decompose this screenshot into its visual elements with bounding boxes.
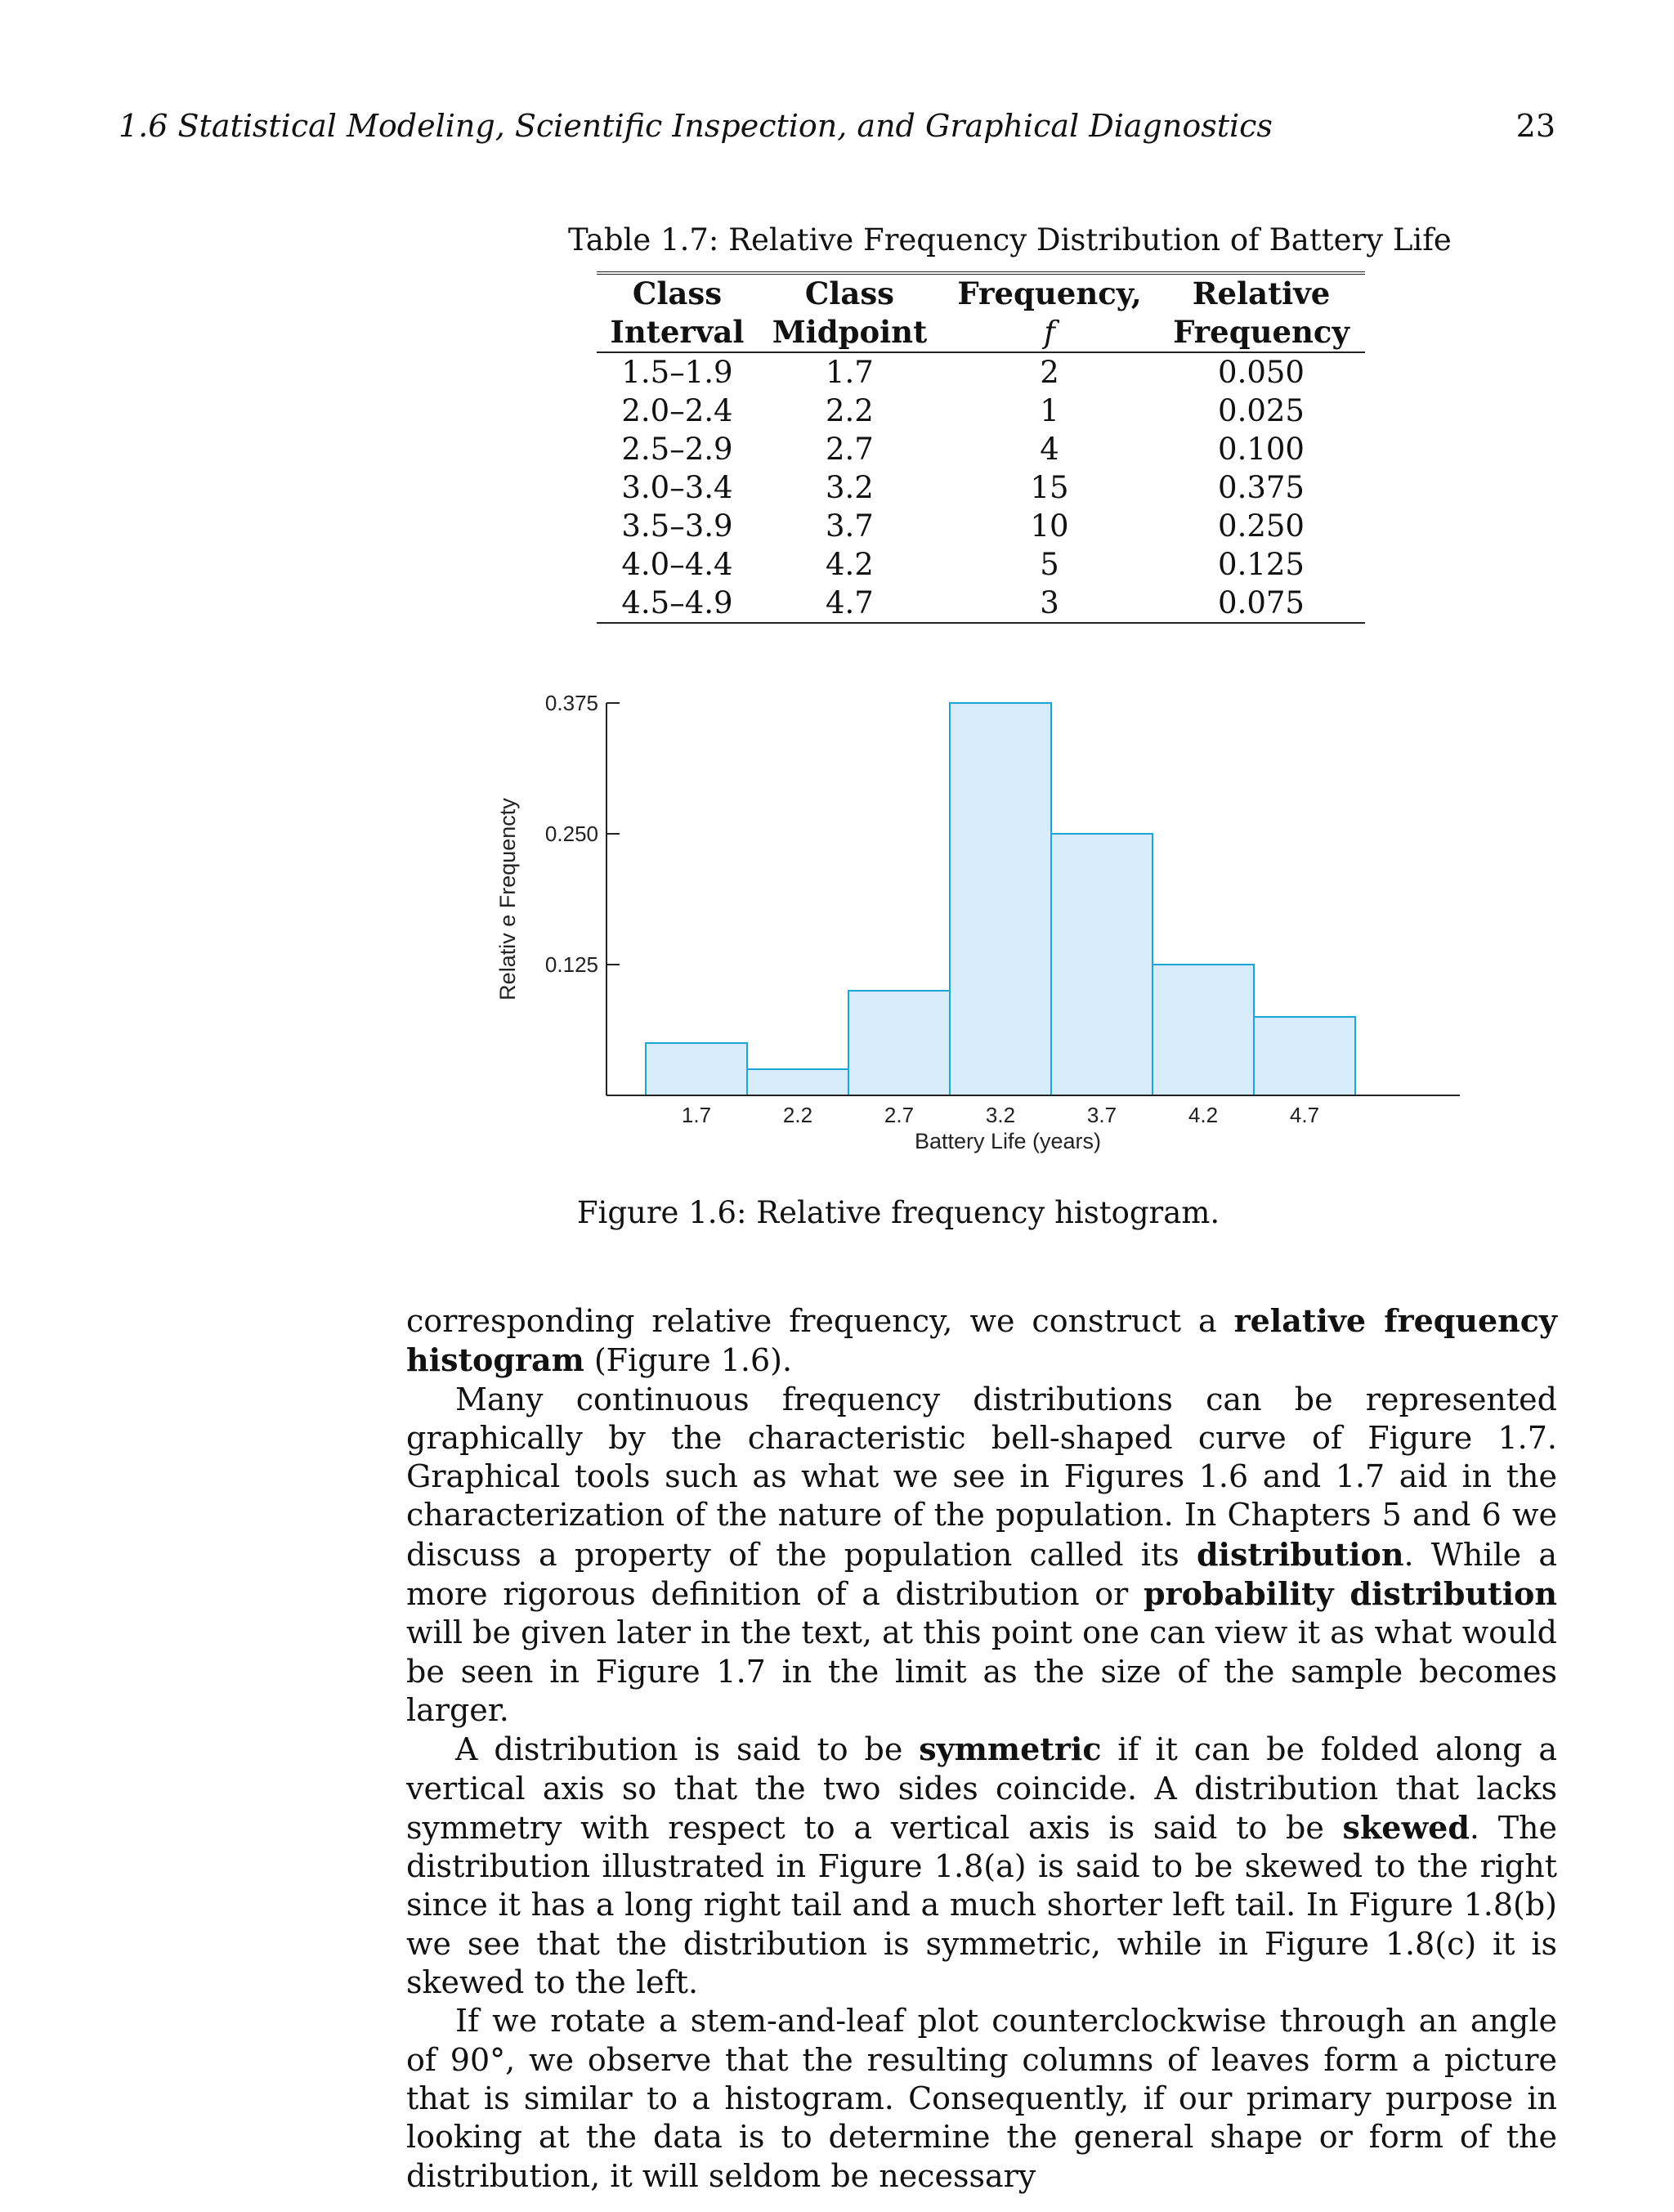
x-axis-label: Battery Life (years) (914, 1129, 1102, 1153)
cell-relative-frequency: 0.075 (1218, 585, 1305, 620)
header-frequency-1: Frequency, (957, 275, 1142, 311)
histogram-bar (848, 991, 950, 1095)
header-class-interval-1: Class (632, 275, 723, 311)
table-row (597, 352, 1365, 392)
cell-class-midpoint: 4.7 (826, 585, 874, 620)
cell-class-interval: 3.0–3.4 (621, 470, 733, 505)
cell-class-midpoint: 1.7 (826, 355, 874, 390)
cell-class-interval: 3.5–3.9 (621, 508, 733, 544)
frequency-table (597, 271, 1365, 624)
cell-relative-frequency: 0.125 (1218, 547, 1305, 582)
paragraph-3: A distribution is said to be symmetric if it can be folded along a vertical axis so that the two sides coincide. A distribution that lacks symmetry with respect to a vertical axis is said to be skewed. The distribution illustrated in Figure 1.8(a) is said to be skewed to the right since it has a long right tail and a much shorter left tail. In Figure 1.8(b) we see that the distribution is symmetric, while in Figure 1.8(c) it is skewed to the left. (406, 1731, 1558, 2001)
cell-class-midpoint: 3.7 (826, 508, 874, 544)
running-head: 1.6 Statistical Modeling, Scientific Inspection, and Graphical Diagnostics (119, 108, 1273, 144)
histogram-bar (646, 1043, 747, 1095)
table-row (597, 430, 1365, 468)
cell-class-midpoint: 3.2 (826, 470, 874, 505)
x-tick-label: 2.2 (782, 1103, 813, 1127)
table-header-row (597, 313, 1365, 352)
cell-class-interval: 4.0–4.4 (621, 547, 733, 582)
header-relative-frequency-1: Relative (1192, 275, 1331, 311)
cell-relative-frequency: 0.025 (1218, 393, 1305, 428)
cell-relative-frequency: 0.250 (1218, 508, 1305, 544)
cell-class-interval: 2.5–2.9 (621, 432, 733, 467)
histogram-bar (1051, 834, 1153, 1095)
page-number: 23 (1515, 108, 1555, 144)
table-row (597, 468, 1365, 507)
header-frequency-symbol: f (1044, 315, 1055, 350)
cell-frequency: 3 (1040, 585, 1059, 620)
figure-caption: Figure 1.6: Relative frequency histogram. (576, 1195, 1220, 1230)
cell-class-midpoint: 2.7 (826, 432, 874, 467)
y-tick-label: 0.375 (544, 691, 598, 715)
table-row (597, 507, 1365, 545)
cell-relative-frequency: 0.050 (1218, 355, 1305, 390)
cell-class-interval: 2.0–2.4 (621, 393, 733, 428)
histogram-bar (1254, 1017, 1355, 1095)
x-tick-label: 3.2 (985, 1103, 1016, 1127)
header-class-interval-2: Interval (597, 313, 758, 352)
table-row (597, 392, 1365, 430)
cell-frequency: 4 (1040, 432, 1059, 467)
header-frequency-2 (942, 313, 1157, 352)
histogram-bars (646, 703, 1355, 1095)
x-axis-ticks (682, 1103, 1319, 1127)
x-tick-label: 4.2 (1188, 1103, 1219, 1127)
table-row (597, 545, 1365, 584)
cell-relative-frequency: 0.375 (1218, 470, 1305, 505)
cell-class-interval: 4.5–4.9 (621, 585, 733, 620)
cell-frequency: 1 (1040, 393, 1059, 428)
cell-class-interval: 1.5–1.9 (621, 355, 733, 390)
y-axis-ticks (545, 691, 620, 977)
cell-relative-frequency: 0.100 (1218, 432, 1305, 467)
y-axis-label: Relativ e Frequencty (495, 798, 520, 1001)
histogram-chart (458, 678, 1488, 1169)
x-tick-label: 1.7 (681, 1103, 712, 1127)
y-tick-label: 0.250 (544, 822, 598, 846)
cell-frequency: 2 (1040, 355, 1059, 390)
x-tick-label: 4.7 (1289, 1103, 1320, 1127)
paragraph-2: Many continuous frequency distributions can be represented graphically by the characteristic bell-shaped curve of Figure 1.7. Graphical tools such as what we see in Figures 1.6 and 1.7 aid in the characterization of the nature of the population. In Chapters 5 and 6 we discuss a property of the population called its distribution. While a more rigorous definition of a distribution or probability distribution will be given later in the text, at this point one can view it as what would be seen in Figure 1.7 in the limit as the size of the sample becomes larger. (406, 1381, 1558, 1728)
cell-frequency: 5 (1040, 547, 1059, 582)
x-tick-label: 2.7 (884, 1103, 915, 1127)
header-relative-frequency-2: Frequency (1157, 313, 1365, 352)
body-text (406, 1301, 1557, 2196)
histogram-bar (950, 703, 1051, 1095)
header-class-midpoint-2: Midpoint (758, 313, 942, 352)
table-body (597, 352, 1365, 623)
cell-class-midpoint: 2.2 (826, 393, 874, 428)
histogram-bar (1153, 965, 1254, 1095)
cell-frequency: 15 (1030, 470, 1069, 505)
header-class-midpoint-1: Class (804, 275, 894, 311)
cell-frequency: 10 (1030, 508, 1069, 544)
histogram-bar (747, 1069, 848, 1095)
paragraph-4: If we rotate a stem-and-leaf plot counterclockwise through an angle of 90°, we observe that the resulting columns of leaves form a picture that is similar to a histogram. Consequently, if our primary purpose in looking at the data is to determine the general shape or form of the distribution, it will seldom be necessary (406, 2003, 1557, 2194)
y-tick-label: 0.125 (544, 952, 598, 977)
table-caption: Table 1.7: Relative Frequency Distribution of Battery Life (568, 222, 1452, 257)
x-tick-label: 3.7 (1086, 1103, 1117, 1127)
cell-class-midpoint: 4.2 (826, 547, 874, 582)
table-row (597, 584, 1365, 623)
paragraph-1: corresponding relative frequency, we construct a relative frequency histogram (Figure 1.6). (406, 1302, 1557, 1379)
table-header-row (597, 273, 1365, 313)
